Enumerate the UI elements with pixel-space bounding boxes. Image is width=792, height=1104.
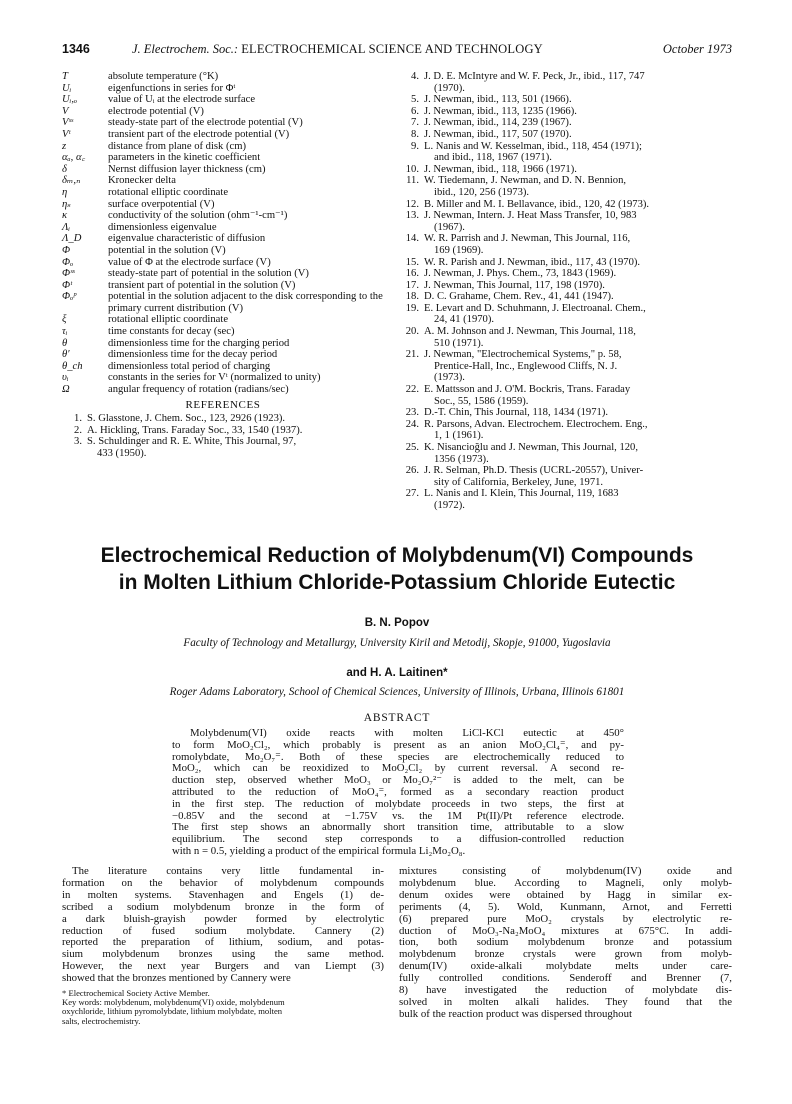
- reference-item: [399, 199, 732, 211]
- reference-line: 433 (1950).: [97, 448, 147, 459]
- footnote-line: * Electrochemical Society Active Member.: [62, 988, 210, 999]
- reference-number: 21.: [405, 349, 419, 361]
- reference-number: 15.: [405, 256, 419, 268]
- reference-item: [399, 384, 732, 407]
- journal-abbrev: J. Electrochem. Soc.:: [132, 42, 239, 56]
- nomenclature-row: [62, 280, 384, 292]
- reference-line: 24, 41 (1970).: [434, 314, 495, 326]
- nomenclature-row: [62, 210, 384, 222]
- abstract-line: equilibrium. The second step corresponds to a diffusion-controlled reduction: [172, 833, 624, 846]
- reference-number: 8.: [411, 128, 419, 140]
- nomenclature-description: eigenvalue characteristic of diffusion: [108, 233, 266, 245]
- reference-line: A. M. Johnson and J. Newman, This Journal, 118,: [424, 326, 636, 338]
- reference-line: L. Nanis and I. Klein, This Journal, 119, 1683: [424, 488, 619, 500]
- body-line: However, the next year Burgers and van Liempt (3): [62, 960, 384, 973]
- reference-item: [399, 129, 732, 141]
- nomenclature-symbol: δ: [62, 163, 67, 175]
- nomenclature-description: transient part of the electrode potential (V): [108, 128, 290, 140]
- reference-item: [399, 326, 732, 349]
- reference-line: L. Nanis and W. Kesselman, ibid., 118, 454 (1971);: [424, 140, 642, 152]
- nomenclature-description: potential in the solution (V): [108, 244, 226, 256]
- nomenclature-description: distance from plane of disk (cm): [108, 140, 246, 152]
- abstract-line: with n = 0.5, yielding a product of the empirical formula Li₂Mo₂O₈.: [172, 844, 466, 857]
- reference-text: [422, 465, 732, 488]
- nomenclature-description: angular frequency of rotation (radians/sec): [108, 384, 289, 396]
- abstract-line: The first step shows an abnormally short transition time, attributable to a slow: [172, 821, 624, 834]
- nomenclature-description: Nernst diffusion layer thickness (cm): [108, 163, 266, 175]
- nomenclature-row: [62, 349, 384, 361]
- body-line: tion, both sodium molybdenum bronze and potassium: [399, 936, 732, 949]
- reference-item: [399, 257, 732, 269]
- nomenclature-symbol: θ_ch: [62, 360, 83, 372]
- issue-date: October 1973: [662, 42, 732, 56]
- reference-text: [422, 419, 732, 442]
- nomenclature-description: dimensionless total period of charging: [108, 360, 271, 372]
- article-title: [62, 542, 732, 596]
- reference-number: 22.: [405, 384, 419, 396]
- nomenclature-description: surface overpotential (V): [108, 198, 215, 210]
- abstract-line: Molybdenum(VI) oxide reacts with molten LiCl-KCl eutectic at 450°: [190, 727, 624, 739]
- nomenclature-description: steady-state part of the electrode potential (V): [108, 117, 303, 129]
- nomenclature-row: [62, 361, 384, 373]
- reference-text: [422, 280, 732, 292]
- left-column-top: [62, 71, 384, 460]
- reference-number: 16.: [405, 268, 419, 280]
- nomenclature-description: rotational elliptic coordinate: [108, 186, 229, 198]
- nomenclature-row: [62, 175, 384, 187]
- nomenclature-row: [62, 164, 384, 176]
- reference-line: J. Newman, "Electrochemical Systems," p. 58,: [424, 349, 622, 361]
- reference-line: J. Newman, ibid., 118, 1966 (1971).: [424, 163, 577, 175]
- nomenclature-symbol: δₘ,ₙ: [62, 175, 81, 187]
- reference-line: J. Newman, ibid., 113, 501 (1966).: [424, 94, 572, 106]
- footnote-line: oxychloride, lithium pyromolybdate, lithium molybdate, molten: [62, 1006, 283, 1017]
- body-line: scribed a sodium molybdenum bronze in the form of: [62, 900, 384, 913]
- reference-line: E. Levart and D. Schuhmann, J. Electroanal. Chem.,: [424, 302, 646, 314]
- body-line: a dark bluish-grayish powder formed by electrolytic: [62, 912, 384, 925]
- body-line: reduction of fused sodium molybdate. Cannery (2): [62, 924, 384, 937]
- nomenclature-row: [62, 117, 384, 129]
- reference-item: [399, 71, 732, 94]
- reference-line: 169 (1969).: [434, 244, 484, 256]
- body-text-left: [62, 866, 384, 985]
- body-line: (6) prepared pure MoO₂ crystals by electrolytic re-: [399, 912, 732, 925]
- nomenclature-description: dimensionless eigenvalue: [108, 221, 217, 233]
- reference-line: and ibid., 118, 1967 (1971).: [434, 152, 552, 164]
- nomenclature-row: [62, 152, 384, 164]
- nomenclature-row: [62, 199, 384, 211]
- reference-item: [399, 291, 732, 303]
- reference-number: 24.: [405, 418, 419, 430]
- journal-name: [132, 42, 543, 57]
- nomenclature-symbol: Vˢˢ: [62, 117, 73, 129]
- reference-item: [399, 419, 732, 442]
- reference-line: J. Newman, This Journal, 117, 198 (1970).: [424, 279, 605, 291]
- body-line: molybdenum bronze crystals were grown from molyb-: [399, 948, 732, 961]
- body-line: 8) have investigated the reduction of molybdate dis-: [399, 984, 732, 997]
- body-line: bulk of the reaction product was dispersed throughout: [399, 1007, 632, 1020]
- body-line: mixtures consisting of molybdenum(IV) oxide and: [399, 865, 732, 877]
- references-list-right: [399, 71, 732, 512]
- abstract-line: to form MoO₂Cl₂, which probably is present as an anion MoO₂Cl₄⁼, and py-: [172, 738, 624, 751]
- reference-line: (1972).: [434, 499, 465, 511]
- nomenclature-row: [62, 338, 384, 350]
- reference-item: [399, 407, 732, 419]
- body-line: reported the preparation of lithium, sodium, and potas-: [62, 936, 384, 949]
- reference-line: Prentice-Hall, Inc., Englewood Cliffs, N. J.: [434, 360, 618, 372]
- nomenclature-symbol: Uᵢ: [62, 82, 72, 94]
- reference-line: Soc., 55, 1586 (1959).: [434, 395, 529, 407]
- reference-line: 510 (1971).: [434, 337, 484, 349]
- reference-item: [62, 413, 384, 425]
- reference-text: [422, 233, 732, 256]
- reference-line: sity of California, Berkeley, June, 1971.: [434, 476, 604, 488]
- body-line: formation on the behavior of molybdenum compounds: [62, 876, 384, 889]
- reference-text: [422, 326, 732, 349]
- nomenclature-row: [62, 129, 384, 141]
- reference-item: [399, 488, 732, 511]
- reference-item: [62, 425, 384, 437]
- affiliation-2: Roger Adams Laboratory, School of Chemical Sciences, University of Illinois, Urbana, Illinois 61801: [169, 686, 625, 698]
- reference-number: 6.: [411, 105, 419, 117]
- reference-line: (1967).: [434, 221, 465, 233]
- nomenclature-row: [62, 71, 384, 83]
- body-column-left: [62, 866, 384, 1026]
- reference-item: [399, 164, 732, 176]
- body-line: fully controlled conditions. Senderoff and Brenner (7,: [399, 972, 732, 985]
- reference-line: S. Schuldinger and R. E. White, This Journal, 97,: [87, 436, 297, 448]
- references-list-left: [62, 413, 384, 459]
- reference-item: [399, 106, 732, 118]
- references-heading: REFERENCES: [185, 398, 261, 411]
- reference-item: [399, 465, 732, 488]
- reference-item: [399, 303, 732, 326]
- reference-number: 2.: [74, 424, 82, 436]
- author-2: and H. A. Laitinen*: [346, 667, 448, 679]
- nomenclature-symbol: Λ_D: [62, 233, 82, 245]
- reference-line: J. Newman, ibid., 117, 507 (1970).: [424, 128, 572, 140]
- nomenclature-symbol: Φₒ: [62, 256, 74, 268]
- reference-number: 25.: [405, 442, 419, 453]
- reference-number: 1.: [74, 413, 82, 425]
- right-column-top: [399, 71, 732, 512]
- page-number: 1346: [62, 42, 90, 56]
- body-line: denum(IV) oxide-alkali molybdate melts under care-: [399, 960, 732, 973]
- abstract-heading: ABSTRACT: [363, 712, 431, 724]
- reference-number: 26.: [405, 465, 419, 477]
- reference-text: [422, 442, 732, 465]
- affiliation-1: Faculty of Technology and Metallurgy, University Kiril and Metodij, Skopje, 91000, Yugoslavia: [183, 637, 611, 649]
- reference-line: J. Newman, ibid., 113, 1235 (1966).: [424, 105, 577, 117]
- nomenclature-symbol: ξ: [62, 314, 67, 326]
- reference-text: [422, 407, 732, 419]
- reference-text: [422, 175, 732, 198]
- nomenclature-row: [62, 268, 384, 280]
- abstract-line: romolybdate, Mo₂O₇⁼. Both of these species are electrochemically reduced to: [172, 750, 624, 763]
- reference-text: [422, 349, 732, 384]
- nomenclature-symbol: κ: [62, 210, 68, 222]
- reference-text: [422, 129, 732, 141]
- reference-line: A. Hickling, Trans. Faraday Soc., 33, 1540 (1937).: [87, 424, 303, 436]
- reference-item: [399, 175, 732, 198]
- reference-item: [399, 117, 732, 129]
- reference-item: [399, 233, 732, 256]
- footnote-line: salts, electrochemistry.: [62, 1015, 141, 1026]
- reference-line: J. R. Selman, Ph.D. Thesis (UCRL-20557), Univer-: [424, 465, 644, 477]
- nomenclature-description: rotational elliptic coordinate: [108, 314, 229, 326]
- reference-line: ibid., 120, 256 (1973).: [434, 186, 530, 198]
- nomenclature-description: constants in the series for Vᵗ (normalized to unity): [108, 372, 321, 384]
- nomenclature-symbol: η: [62, 186, 68, 198]
- nomenclature-symbol: υᵢ: [62, 372, 69, 384]
- reference-text: [85, 413, 384, 425]
- nomenclature-description: eigenfunctions in series for Φᵗ: [108, 82, 236, 94]
- reference-line: J. D. E. McIntyre and W. F. Peck, Jr., ibid., 117, 747: [424, 71, 645, 82]
- reference-number: 4.: [411, 71, 419, 82]
- nomenclature-symbol: ηₛ: [62, 198, 71, 210]
- nomenclature-symbol: θ: [62, 337, 68, 349]
- nomenclature-symbol: Uᵢ,ₒ: [62, 94, 78, 106]
- reference-line: (1970).: [434, 82, 465, 94]
- footnote-line: Key words: molybdenum, molybdenum(VI) oxide, molybdenum: [62, 997, 285, 1008]
- nomenclature-symbol: V: [62, 105, 69, 117]
- nomenclature-row: [62, 291, 384, 314]
- nomenclature-description: Kronecker delta: [108, 175, 176, 187]
- body-line: sium molybdenum bronzes using the same method.: [62, 948, 384, 961]
- reference-number: 13.: [405, 210, 419, 222]
- nomenclature-description: electrode potential (V): [108, 105, 204, 117]
- reference-number: 27.: [405, 488, 419, 500]
- reference-text: [422, 164, 732, 176]
- reference-line: 1, 1 (1961).: [434, 430, 484, 442]
- running-header: [62, 42, 732, 60]
- nomenclature-row: [62, 245, 384, 257]
- nomenclature-row: [62, 384, 384, 396]
- reference-line: J. Newman, ibid., 114, 239 (1967).: [424, 117, 572, 129]
- reference-text: [422, 106, 732, 118]
- reference-number: 19.: [405, 302, 419, 314]
- reference-line: E. Mattsson and J. O'M. Bockris, Trans. Faraday: [424, 384, 631, 396]
- nomenclature-row: [62, 314, 384, 326]
- reference-text: [422, 141, 732, 164]
- reference-line: 1356 (1973).: [434, 453, 489, 465]
- nomenclature-description: steady-state part of potential in the solution (V): [108, 268, 309, 280]
- reference-line: J. Newman, J. Phys. Chem., 73, 1843 (1969).: [424, 268, 617, 280]
- body-line: molybdenum blue. According to Magneli, only molyb-: [399, 876, 732, 889]
- nomenclature-symbol: Λᵢ: [62, 221, 71, 233]
- reference-item: [399, 280, 732, 292]
- reference-number: 3.: [74, 436, 82, 448]
- nomenclature-description: parameters in the kinetic coefficient: [108, 152, 261, 164]
- reference-number: 12.: [405, 198, 419, 210]
- reference-line: B. Miller and M. I. Bellavance, ibid., 120, 42 (1973).: [424, 198, 650, 210]
- nomenclature-row: [62, 372, 384, 384]
- author-1: B. N. Popov: [364, 617, 430, 629]
- nomenclature-symbol: Ω: [62, 384, 70, 396]
- reference-line: D.-T. Chin, This Journal, 118, 1434 (1971).: [424, 407, 609, 419]
- nomenclature-description: conductivity of the solution (ohm⁻¹-cm⁻¹): [108, 210, 288, 222]
- body-line: periments (4, 5). Wold, Kunmann, Arnot, and Ferretti: [399, 900, 732, 913]
- reference-line: W. Tiedemann, J. Newman, and D. N. Bennion,: [424, 175, 627, 187]
- nomenclature-row: [62, 187, 384, 199]
- reference-text: [422, 384, 732, 407]
- reference-text: [422, 71, 732, 94]
- reference-line: R. Parsons, Advan. Electrochem. Electrochem. Eng.,: [424, 418, 648, 430]
- nomenclature-list: [62, 71, 384, 396]
- reference-text: [422, 291, 732, 303]
- reference-item: [399, 210, 732, 233]
- nomenclature-symbol: θ′: [62, 349, 70, 361]
- nomenclature-row: [62, 83, 384, 95]
- nomenclature-row: [62, 233, 384, 245]
- nomenclature-description: dimensionless time for the decay period: [108, 349, 278, 361]
- abstract-line: duction step, observed whether MoO₃ or Mo₂O₇²⁻ is added to the melt, can be: [172, 774, 624, 787]
- title-line-2: in Molten Lithium Chloride-Potassium Chloride Eutectic: [118, 571, 676, 594]
- reference-number: 7.: [411, 117, 419, 129]
- reference-number: 9.: [411, 140, 419, 152]
- reference-text: [422, 117, 732, 129]
- reference-number: 10.: [405, 163, 419, 175]
- reference-item: [62, 436, 384, 459]
- body-line: The literature contains very little fundamental in-: [72, 865, 384, 877]
- nomenclature-symbol: τᵢ: [62, 326, 68, 338]
- reference-text: [422, 94, 732, 106]
- nomenclature-description: absolute temperature (°K): [108, 71, 219, 82]
- reference-text: [422, 488, 732, 511]
- nomenclature-symbol: Φᵗ: [62, 279, 72, 291]
- reference-text: [85, 436, 384, 459]
- nomenclature-symbol: Vᵗ: [62, 128, 71, 140]
- reference-text: [422, 303, 732, 326]
- reference-line: K. Nisancioğlu and J. Newman, This Journal, 120,: [424, 442, 639, 453]
- reference-item: [399, 442, 732, 465]
- body-line: duction of MoO₃-Na₂MoO₄ mixtures at 675°C. In addi-: [399, 924, 732, 937]
- nomenclature-row: [62, 106, 384, 118]
- nomenclature-description: value of Φ at the electrode surface (V): [108, 256, 271, 268]
- nomenclature-symbol: Φₒᵖ: [62, 291, 77, 303]
- reference-text: [422, 199, 732, 211]
- nomenclature-description: potential in the solution adjacent to the disk corresponding to the primary current distribution (V): [108, 291, 383, 314]
- nomenclature-symbol: Φˢˢ: [62, 268, 75, 280]
- reference-line: D. C. Grahame, Chem. Rev., 41, 441 (1947).: [424, 291, 614, 303]
- reference-line: S. Glasstone, J. Chem. Soc., 123, 2926 (1923).: [87, 413, 286, 425]
- reference-number: 18.: [405, 291, 419, 303]
- nomenclature-row: [62, 222, 384, 234]
- reference-text: [85, 425, 384, 437]
- body-line: in molten systems. Stavenhagen and Engels (1) de-: [62, 888, 384, 901]
- reference-number: 17.: [405, 279, 419, 291]
- nomenclature-row: [62, 94, 384, 106]
- abstract-line: −0.85V and the second at −1.75V vs. the 1M Pt(II)/Pt reference electrode.: [172, 809, 624, 822]
- reference-number: 20.: [405, 326, 419, 338]
- reference-item: [399, 94, 732, 106]
- nomenclature-symbol: Φ: [62, 244, 71, 256]
- nomenclature-symbol: z: [62, 140, 67, 152]
- body-line: denum oxides were obtained by Hagg in similar ex-: [399, 888, 732, 901]
- reference-line: J. Newman, Intern. J. Heat Mass Transfer, 10, 983: [424, 210, 637, 222]
- abstract-line: attributed to the reduction of MoO₄⁼, formed as a secondary reaction product: [172, 785, 624, 798]
- body-line: solved in molten alkali halides. They found that the: [399, 995, 732, 1008]
- abstract-text: [172, 728, 624, 858]
- reference-number: 5.: [411, 94, 419, 106]
- nomenclature-row: [62, 326, 384, 338]
- reference-text: [422, 257, 732, 269]
- nomenclature-symbol: T: [62, 71, 68, 82]
- reference-item: [399, 268, 732, 280]
- nomenclature-row: [62, 141, 384, 153]
- body-column-right: [399, 866, 732, 1021]
- body-line: showed that the bronzes mentioned by Cannery were: [62, 972, 291, 985]
- reference-number: 23.: [405, 407, 419, 419]
- reference-number: 11.: [406, 175, 419, 187]
- reference-item: [399, 141, 732, 164]
- abstract-line: in the first step. The reduction of molybdate proceeds in two steps, the first at: [172, 797, 624, 810]
- abstract-line: MoO₂, which can be reoxidized to MoO₂Cl₂ by current reversal. A second re-: [172, 762, 624, 775]
- title-line-1: Electrochemical Reduction of Molybdenum(VI) Compounds: [100, 544, 694, 567]
- nomenclature-description: value of Uᵢ at the electrode surface: [108, 94, 256, 106]
- reference-text: [422, 268, 732, 280]
- nomenclature-description: transient part of potential in the solution (V): [108, 279, 296, 291]
- nomenclature-description: time constants for decay (sec): [108, 326, 235, 338]
- nomenclature-description: dimensionless time for the charging period: [108, 337, 290, 349]
- nomenclature-row: [62, 257, 384, 269]
- reference-line: W. R. Parish and J. Newman, ibid., 117, 43 (1970).: [424, 256, 641, 268]
- journal-section: ELECTROCHEMICAL SCIENCE AND TECHNOLOGY: [241, 42, 543, 56]
- reference-text: [422, 210, 732, 233]
- footnote: [62, 989, 384, 1026]
- reference-line: W. R. Parrish and J. Newman, This Journal, 116,: [424, 233, 631, 245]
- nomenclature-symbol: αₐ, α꜀: [62, 152, 86, 164]
- reference-item: [399, 349, 732, 384]
- reference-line: (1973).: [434, 372, 465, 384]
- reference-number: 14.: [405, 233, 419, 245]
